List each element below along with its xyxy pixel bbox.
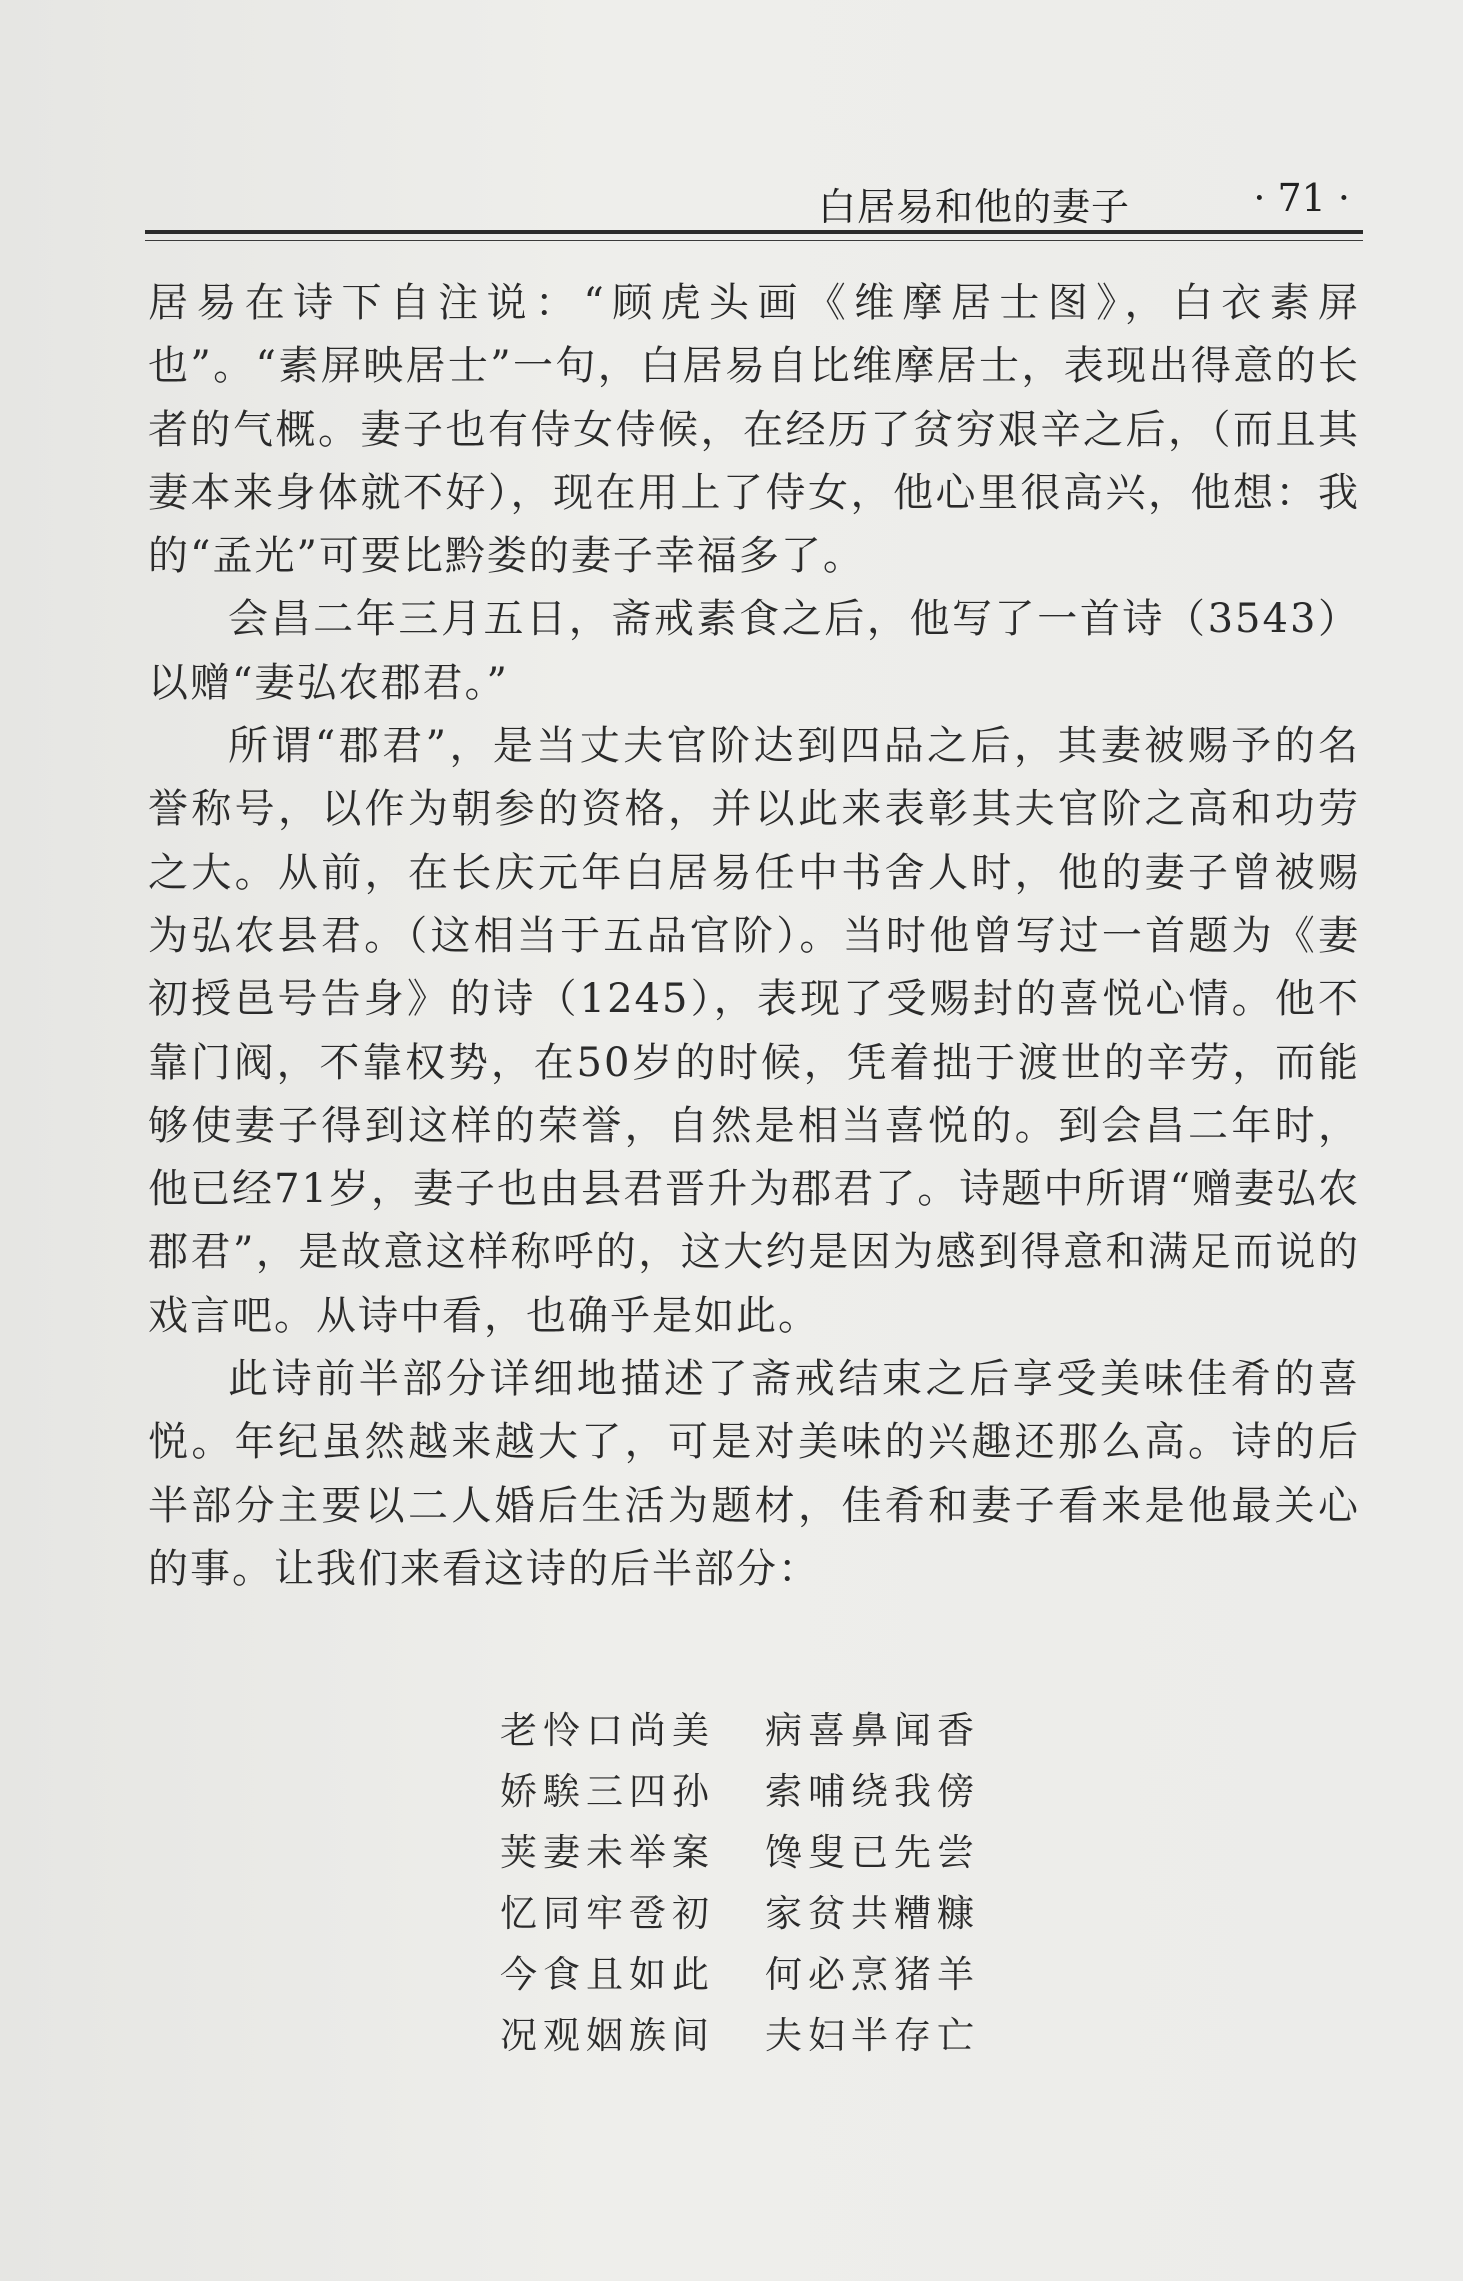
poem-line-second-half: 家贫共糟糠 (765, 1892, 980, 1935)
body-text (148, 272, 1360, 1601)
poem-line (500, 1944, 1060, 2005)
poem-line-second-half: 馋叟已先尝 (765, 1831, 980, 1874)
paragraph-1: 居易在诗下自注说：“顾虎头画《维摩居士图》，白衣素屏也”。“素屏映居士”一句，白居易自比维摩居士，表现出得意的长者的气概。妻子也有侍女侍候，在经历了贫穷艰辛之后，（而且其妻本来身体就不好），现在用上了侍女，他心里很高兴，他想：我的“孟光”可要比黔娄的妻子幸福多了。 (148, 280, 1360, 580)
paragraph-4: 此诗前半部分详细地描述了斋戒结束之后享受美味佳肴的喜悦。年纪虽然越来越大了，可是对美味的兴趣还那么高。诗的后半部分主要以二人婚后生活为题材，佳肴和妻子看来是他最关心的事。让我们来看这诗的后半部分： (148, 1356, 1360, 1592)
poem-line-first-half: 娇騃三四孙 (500, 1770, 715, 1813)
poem-line (500, 1883, 1060, 1944)
poem-line-second-half: 夫妇半存亡 (765, 2014, 980, 2057)
poem-line-first-half: 今食且如此 (500, 1953, 715, 1996)
poem-line (500, 1822, 1060, 1883)
poem-line-first-half: 忆同牢卺初 (500, 1892, 715, 1935)
running-head (150, 176, 1360, 229)
poem-line-second-half: 索哺绕我傍 (765, 1770, 980, 1813)
poem-line-second-half: 病喜鼻闻香 (765, 1709, 980, 1752)
header-rule-thick (145, 230, 1363, 234)
running-head-title: 白居易和他的妻子 (817, 185, 1130, 229)
poem-line-first-half: 老怜口尚美 (500, 1709, 715, 1752)
poem-line (500, 1700, 1060, 1761)
page-number: · 71 · (1253, 176, 1350, 220)
paragraph-2: 会昌二年三月五日，斋戒素食之后，他写了一首诗（3543）以赠“妻弘农郡君。” (148, 596, 1360, 706)
poem-line (500, 1761, 1060, 1822)
poem (500, 1700, 1060, 2066)
poem-line-first-half: 况观姻族间 (500, 2014, 715, 2057)
poem-line-second-half: 何必烹猪羊 (765, 1953, 980, 1996)
paragraph-3: 所谓“郡君”，是当丈夫官阶达到四品之后，其妻被赐予的名誉称号，以作为朝参的资格，并以此来表彰其夫官阶之高和功劳之大。从前，在长庆元年白居易任中书舍人时，他的妻子曾被赐为弘农县君。（这相当于五品官阶）。当时他曾写过一首题为《妻初授邑号告身》的诗（1245），表现了受赐封的喜悦心情。他不靠门阀，不靠权势，在50岁的时候，凭着拙于渡世的辛劳，而能够使妻子得到这样的荣誉，自然是相当喜悦的。到会昌二年时，他已经71岁，妻子也由县君晋升为郡君了。诗题中所谓“赠妻弘农郡君”，是故意这样称呼的，这大约是因为感到得意和满足而说的戏言吧。从诗中看，也确乎是如此。 (148, 723, 1360, 1339)
header-rule-thin (145, 240, 1363, 241)
poem-line-first-half: 荚妻未举案 (500, 1831, 715, 1874)
poem-line (500, 2005, 1060, 2066)
